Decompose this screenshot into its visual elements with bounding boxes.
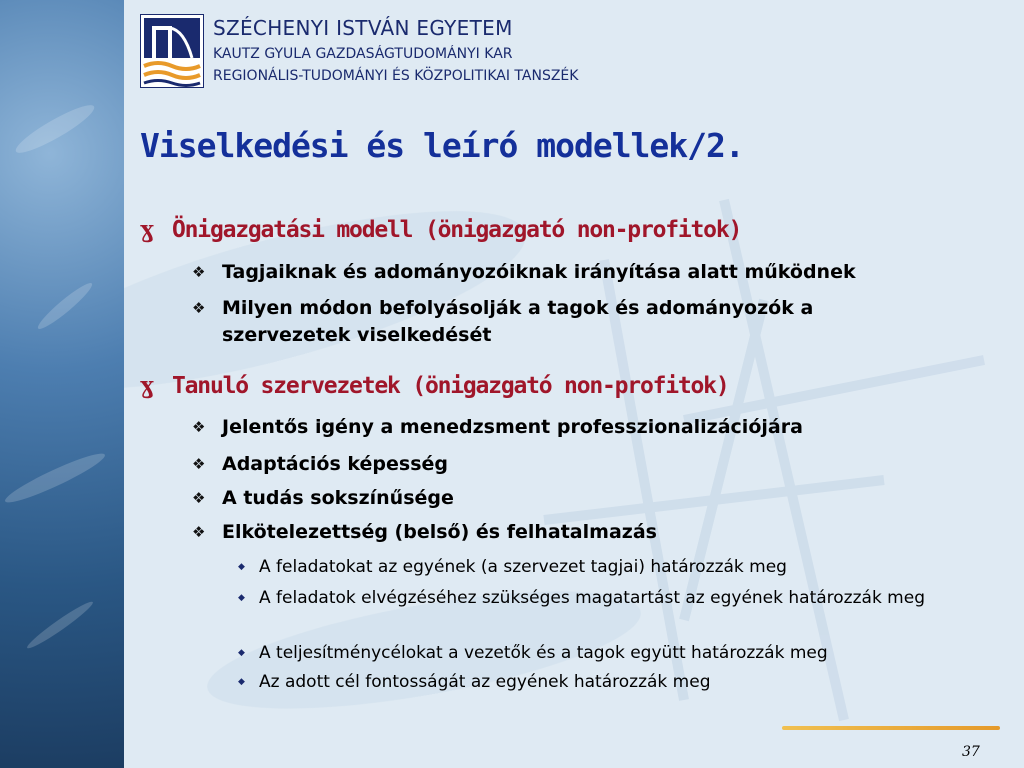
diamond-bullet-icon: ❖ (192, 523, 206, 541)
diamond-bullet-icon: ❖ (192, 455, 206, 473)
list-item (192, 295, 992, 349)
sub-list-item-text: Az adott cél fontosságát az egyének határozzák meg (259, 672, 711, 692)
section-heading-text: Tanuló szervezetek (önigazgató non-profitok) (172, 373, 729, 399)
list-item (192, 259, 992, 286)
section-heading-learning-orgs (140, 372, 728, 399)
list-item-text: Adaptációs képesség (222, 453, 448, 475)
list-item-text: Jelentős igény a menedzsment professzionalizációjára (222, 416, 803, 438)
sub-list-item-text: A teljesítménycélokat a vezetők és a tagok együtt határozzák meg (259, 643, 828, 663)
university-logo (140, 14, 204, 88)
section-marker-icon: ɣ (140, 216, 153, 243)
slide-title: Viselkedési és leíró modellek/2. (140, 126, 744, 165)
list-item-text: Milyen módon befolyásolják a tagok és adományozók a szervezetek viselkedését (222, 297, 814, 346)
diamond-bullet-icon: ❖ (192, 299, 206, 317)
list-item-text: Elkötelezettség (belső) és felhatalmazás (222, 521, 657, 543)
small-diamond-bullet-icon: ◆ (238, 648, 245, 658)
list-item (192, 451, 992, 478)
sub-list-item (238, 642, 978, 664)
diamond-bullet-icon: ❖ (192, 489, 206, 507)
diamond-bullet-icon: ❖ (192, 263, 206, 281)
footer-accent-line (782, 726, 1000, 730)
section-heading-text: Önigazgatási modell (önigazgató non-profitok) (172, 217, 742, 243)
small-diamond-bullet-icon: ◆ (238, 562, 245, 572)
sub-list-item (238, 587, 978, 609)
small-diamond-bullet-icon: ◆ (238, 677, 245, 687)
department-name: REGIONÁLIS-TUDOMÁNYI ÉS KÖZPOLITIKAI TANSZÉK (213, 68, 579, 84)
sub-list-item (238, 556, 978, 578)
small-diamond-bullet-icon: ◆ (238, 593, 245, 603)
section-marker-icon: ɣ (140, 372, 153, 399)
faculty-name: KAUTZ GYULA GAZDASÁGTUDOMÁNYI KAR (213, 46, 513, 62)
list-item (192, 485, 992, 512)
list-item (192, 414, 992, 441)
diamond-bullet-icon: ❖ (192, 418, 206, 436)
university-name: SZÉCHENYI ISTVÁN EGYETEM (213, 16, 513, 40)
list-item (192, 519, 992, 546)
sub-list-item (238, 671, 978, 693)
page-number: 37 (962, 744, 980, 760)
list-item-text: Tagjaiknak és adományozóiknak irányítása alatt működnek (222, 261, 856, 283)
list-item-text: A tudás sokszínűsége (222, 487, 454, 509)
section-heading-self-governance (140, 216, 741, 243)
left-decorative-panel (0, 0, 124, 768)
sub-list-item-text: A feladatok elvégzéséhez szükséges magatartást az egyének határozzák meg (259, 588, 925, 608)
sub-list-item-text: A feladatokat az egyének (a szervezet tagjai) határozzák meg (259, 557, 787, 577)
